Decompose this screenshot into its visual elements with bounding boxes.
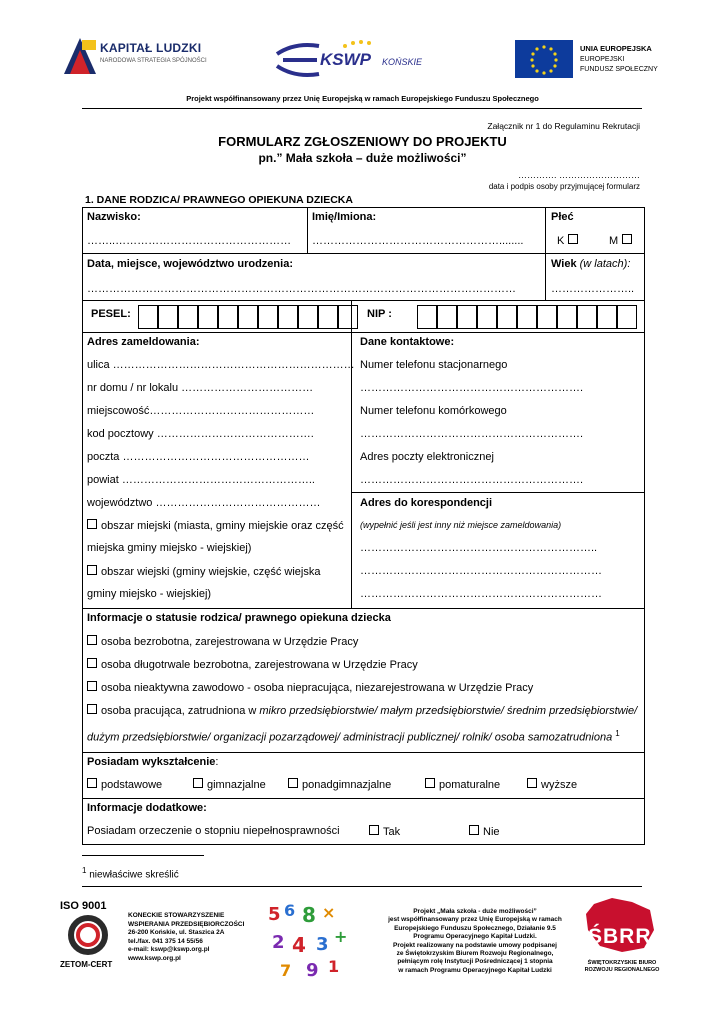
pesel-digit[interactable] xyxy=(338,305,358,329)
cofinancing-note: Projekt współfinansowany przez Unię Europejską w ramach Europejskiego Funduszu Społecznego xyxy=(186,94,539,103)
correspondence-field-2[interactable]: ………………………………………………………… xyxy=(360,565,602,577)
edu-text-gimnazjalne: gimnazjalne xyxy=(207,779,266,791)
nip-digit[interactable] xyxy=(517,305,537,329)
project-info-block xyxy=(355,908,595,975)
nip-digit[interactable] xyxy=(617,305,637,329)
nip-digit[interactable] xyxy=(577,305,597,329)
disability-yes-option[interactable] xyxy=(369,825,400,838)
edu-checkbox-gimnazjalne[interactable] xyxy=(193,778,203,788)
kswp-city: KOŃSKIE xyxy=(382,57,423,67)
footnote-number: 1 xyxy=(82,866,87,875)
pesel-digit[interactable] xyxy=(138,305,158,329)
project-info-line: Projekt realizowany na podstawie umowy podpisanej xyxy=(393,941,557,949)
edu-checkbox-pomaturalne[interactable] xyxy=(425,778,435,788)
svg-text:×: × xyxy=(322,903,336,922)
form-table xyxy=(82,207,645,845)
address-house[interactable]: nr domu / nr lokalu ……………………………… xyxy=(87,382,314,394)
nip-digit[interactable] xyxy=(477,305,497,329)
names-field[interactable]: ……………………………………………........ xyxy=(312,235,524,247)
edu-text-pomaturalne: pomaturalne xyxy=(439,779,501,791)
pesel-digit[interactable] xyxy=(238,305,258,329)
surname-field[interactable]: ……..………………………………………… xyxy=(87,235,292,247)
kswp-contact-line: KONECKIE STOWARZYSZENIE xyxy=(128,912,225,919)
eu-flag-icon xyxy=(515,40,573,78)
zetom-label: ZETOM-CERT xyxy=(60,960,113,969)
status-checkbox-2[interactable] xyxy=(87,658,97,668)
phone-label: Numer telefonu stacjonarnego xyxy=(360,359,508,371)
sex-label: Płeć xyxy=(551,211,574,223)
correspondence-field-3[interactable]: ………………………………………………………… xyxy=(360,588,602,600)
edu-checkbox-primary[interactable] xyxy=(87,778,97,788)
svg-text:3: 3 xyxy=(316,934,329,955)
status-checkbox-4[interactable] xyxy=(87,704,97,714)
pesel-digit[interactable] xyxy=(278,305,298,329)
correspondence-header: Adres do korespondencji xyxy=(360,497,493,509)
eu-line-3: FUNDUSZ SPOŁECZNY xyxy=(580,66,658,73)
form-subtitle: pn.” Mała szkoła – duże możliwości” xyxy=(258,151,467,165)
sbrr-subtitle-line: ŚWIĘTOKRZYSKIE BIURO xyxy=(587,960,657,966)
svg-text:2: 2 xyxy=(272,932,285,953)
project-info-line: w ramach Programu Operacyjnego Kapitał Ludzki xyxy=(398,966,552,974)
eu-line-1: UNIA EUROPEJSKA xyxy=(580,44,652,53)
footnote-divider xyxy=(82,855,204,856)
svg-text:1: 1 xyxy=(328,957,340,976)
extra-info-header: Informacje dodatkowe: xyxy=(87,802,207,814)
pesel-digit[interactable] xyxy=(318,305,338,329)
area-urban-checkbox[interactable] xyxy=(87,519,97,529)
area-urban-text: obszar miejski (miasta, gminy miejskie oraz część xyxy=(101,520,344,532)
email-field[interactable]: ……………………………………………………. xyxy=(360,474,584,486)
svg-text:+: + xyxy=(334,927,348,946)
kswp-contact-line: 26-200 Końskie, ul. Staszica 2A xyxy=(128,929,225,936)
address-county[interactable]: powiat …………………………………………….. xyxy=(87,474,315,486)
nip-digit[interactable] xyxy=(437,305,457,329)
sex-k-checkbox[interactable] xyxy=(568,234,578,244)
area-rural-checkbox[interactable] xyxy=(87,565,97,575)
svg-text:8: 8 xyxy=(302,903,316,927)
signature-label: data i podpis osoby przyjmującej formularz xyxy=(488,182,640,191)
project-info-line: Projekt „Mała szkoła - duże możliwości” xyxy=(413,908,537,915)
attachment-note: Załącznik nr 1 do Regulaminu Rekrutacji xyxy=(487,121,640,131)
form-title: FORMULARZ ZGŁOSZENIOWY DO PROJEKTU xyxy=(218,134,507,149)
sex-k-text: K xyxy=(557,235,565,247)
age-label xyxy=(551,258,630,270)
project-info-line: pełniącym rolę Instytucji Pośredniczącej 1 stopnia xyxy=(397,958,553,966)
disability-yes-checkbox[interactable] xyxy=(369,825,379,835)
header-divider xyxy=(82,108,642,109)
svg-text:4: 4 xyxy=(292,933,306,957)
edu-checkbox-higher[interactable] xyxy=(527,778,537,788)
nip-digit[interactable] xyxy=(557,305,577,329)
correspondence-hint: (wypełnić jeśli jest inny niż miejsce zameldowania) xyxy=(360,520,562,530)
phone-field[interactable]: ……………………………………………………. xyxy=(360,382,584,394)
eu-line-2: EUROPEJSKI xyxy=(580,56,625,63)
kswp-contact-line: www.kswp.org.pl xyxy=(128,954,181,962)
area-rural-option[interactable] xyxy=(87,565,320,578)
project-info-line: jest współfinansowany przez Unię Europejską w ramach xyxy=(388,916,562,924)
kapital-ludzki-title: KAPITAŁ LUDZKI xyxy=(100,41,202,55)
svg-text:6: 6 xyxy=(284,901,296,920)
sbrr-logo-text: ŚBRR xyxy=(588,925,652,948)
status-option-2[interactable] xyxy=(87,658,418,671)
status-option-4[interactable] xyxy=(87,704,637,717)
edu-option-pomaturalne[interactable] xyxy=(425,778,500,791)
status-checkbox-3[interactable] xyxy=(87,681,97,691)
status-text-4b: mikro przedsiębiorstwie/ małym przedsiębiorstwie/ średnim przedsiębiorstwie/ xyxy=(259,705,638,717)
birth-field[interactable]: ……………………………………………………………………………………………………… xyxy=(87,283,516,295)
status-text-3: osoba nieaktywna zawodowo - osoba niepracująca, niezarejestrowana w Urzędzie Pracy xyxy=(101,682,534,694)
education-colon: : xyxy=(215,756,219,768)
pesel-label: PESEL: xyxy=(91,308,131,320)
edu-text-primary: podstawowe xyxy=(101,779,163,791)
footnote-text: niewłaściwe skreślić xyxy=(89,869,179,881)
edu-option-primary[interactable] xyxy=(87,778,162,791)
kapital-ludzki-subtitle: NARODOWA STRATEGIA SPÓJNOŚCI xyxy=(100,58,207,64)
sex-m-checkbox[interactable] xyxy=(622,234,632,244)
address-voivodeship[interactable]: województwo ……………………………………… xyxy=(87,497,321,509)
nip-digit[interactable] xyxy=(417,305,437,329)
zetom-cert-inner-icon xyxy=(76,923,100,947)
sex-m-text: M xyxy=(609,235,619,247)
address-post[interactable]: poczta …………………………………………… xyxy=(87,451,310,463)
kswp-contact-line: WSPIERANIA PRZEDSIĘBIORCZOŚCI xyxy=(128,920,245,928)
status-text-4c: dużym przedsiębiorstwie/ organizacji pozarządowej/ administracji publicznej/ rolnik/ osoba samozatrudniona xyxy=(87,731,613,744)
area-rural-text-2: gminy miejsko - wiejskiej) xyxy=(87,588,212,600)
svg-text:7: 7 xyxy=(280,961,292,980)
correspondence-field-1[interactable]: ……………………………………………………….. xyxy=(360,542,598,554)
footnote xyxy=(82,866,179,880)
edu-option-higher[interactable] xyxy=(527,778,577,791)
nip-digit[interactable] xyxy=(497,305,517,329)
status-option-4-cont xyxy=(87,729,620,744)
section-heading: 1. DANE RODZICA/ PRAWNEGO OPIEKUNA DZIECKA xyxy=(85,194,353,206)
edu-text-higher: wyższe xyxy=(541,779,578,791)
numbers-illustration-icon xyxy=(262,900,352,980)
status-option-1[interactable] xyxy=(87,635,358,648)
disability-no-text: Nie xyxy=(483,826,500,838)
area-urban-option[interactable] xyxy=(87,519,344,532)
disability-label: Posiadam orzeczenie o stopniu niepełnosprawności xyxy=(87,825,340,837)
pesel-digit[interactable] xyxy=(158,305,178,329)
address-header: Adres zameldowania: xyxy=(87,336,200,348)
kswp-contact-line: tel./fax. 041 375 14 55/56 xyxy=(128,937,203,945)
education-label-text: Posiadam wykształcenie xyxy=(87,756,216,768)
names-label: Imię/Imiona: xyxy=(312,211,377,223)
kswp-contact-line: e-mail: kswp@kswp.org.pl xyxy=(128,946,210,953)
sex-m-option[interactable] xyxy=(609,234,632,247)
pesel-digit[interactable] xyxy=(298,305,318,329)
contact-header: Dane kontaktowe: xyxy=(360,336,455,348)
sbrr-subtitle-line: ROZWOJU REGIONALNEGO xyxy=(584,967,660,973)
kswp-logo-text: KSWP xyxy=(320,50,371,69)
disability-yes-text: Tak xyxy=(383,826,401,838)
signature-dots: …………. ……………………… xyxy=(517,170,640,180)
svg-text:9: 9 xyxy=(306,960,319,980)
age-field[interactable]: ………………….. xyxy=(551,283,635,295)
kswp-contact-block xyxy=(128,912,244,963)
sbrr-subtitle xyxy=(582,960,662,974)
pesel-digit[interactable] xyxy=(178,305,198,329)
edu-option-gimnazjalne[interactable] xyxy=(193,778,266,791)
status-option-3[interactable] xyxy=(87,681,533,694)
disability-no-checkbox[interactable] xyxy=(469,825,479,835)
edu-text-ponadgimnazjalne: ponadgimnazjalne xyxy=(302,779,392,791)
iso-label: ISO 9001 xyxy=(60,900,107,912)
education-label xyxy=(87,756,218,768)
address-street[interactable]: ulica ………………………………………………………… xyxy=(87,359,355,371)
mobile-label: Numer telefonu komórkowego xyxy=(360,405,507,417)
age-label-text: Wiek xyxy=(551,258,577,270)
disability-no-option[interactable] xyxy=(469,825,500,838)
birth-label: Data, miejsce, województwo urodzenia: xyxy=(87,258,293,270)
project-info-line: Programu Operacyjnego Kapitał Ludzki. xyxy=(413,933,537,941)
nip-digit[interactable] xyxy=(457,305,477,329)
area-urban-text-2: miejska gminy miejsko - wiejskiej) xyxy=(87,542,252,554)
age-hint: (w latach): xyxy=(579,258,631,270)
area-rural-text: obszar wiejski (gminy wiejskie, część wiejska xyxy=(101,566,321,578)
svg-text:5: 5 xyxy=(268,904,281,925)
status-text-2: osoba długotrwale bezrobotna, zarejestrowana w Urzędzie Pracy xyxy=(101,659,418,671)
nip-label: NIP : xyxy=(367,308,392,320)
mobile-field[interactable]: ……………………………………………………. xyxy=(360,428,584,440)
status-text-1: osoba bezrobotna, zarejestrowana w Urzędzie Pracy xyxy=(101,636,359,648)
project-info-line: ze Świętokrzyskim Biurem Rozwoju Regionalnego, xyxy=(396,950,554,958)
footnote-ref: 1 xyxy=(615,729,620,738)
sex-k-option[interactable] xyxy=(557,234,578,247)
project-info-line: Europejskiego Funduszu Społecznego, Działanie 9.5 xyxy=(394,924,556,932)
address-city[interactable]: miejscowość……………………………………… xyxy=(87,405,315,417)
email-label: Adres poczty elektronicznej xyxy=(360,451,494,463)
edu-checkbox-ponadgimnazjalne[interactable] xyxy=(288,778,298,788)
edu-option-ponadgimnazjalne[interactable] xyxy=(288,778,391,791)
footer-divider xyxy=(82,886,642,887)
pesel-digit[interactable] xyxy=(258,305,278,329)
kapital-ludzki-logo-icon xyxy=(62,36,98,76)
surname-label: Nazwisko: xyxy=(87,211,141,223)
pesel-digit[interactable] xyxy=(218,305,238,329)
pesel-digit[interactable] xyxy=(198,305,218,329)
status-checkbox-1[interactable] xyxy=(87,635,97,645)
address-postal[interactable]: kod pocztowy ……………………………………. xyxy=(87,428,314,440)
nip-digit[interactable] xyxy=(537,305,557,329)
status-text-4a: osoba pracująca, zatrudniona w xyxy=(101,705,257,717)
status-header: Informacje o statusie rodzica/ prawnego opiekuna dziecka xyxy=(87,612,391,624)
nip-digit[interactable] xyxy=(597,305,617,329)
